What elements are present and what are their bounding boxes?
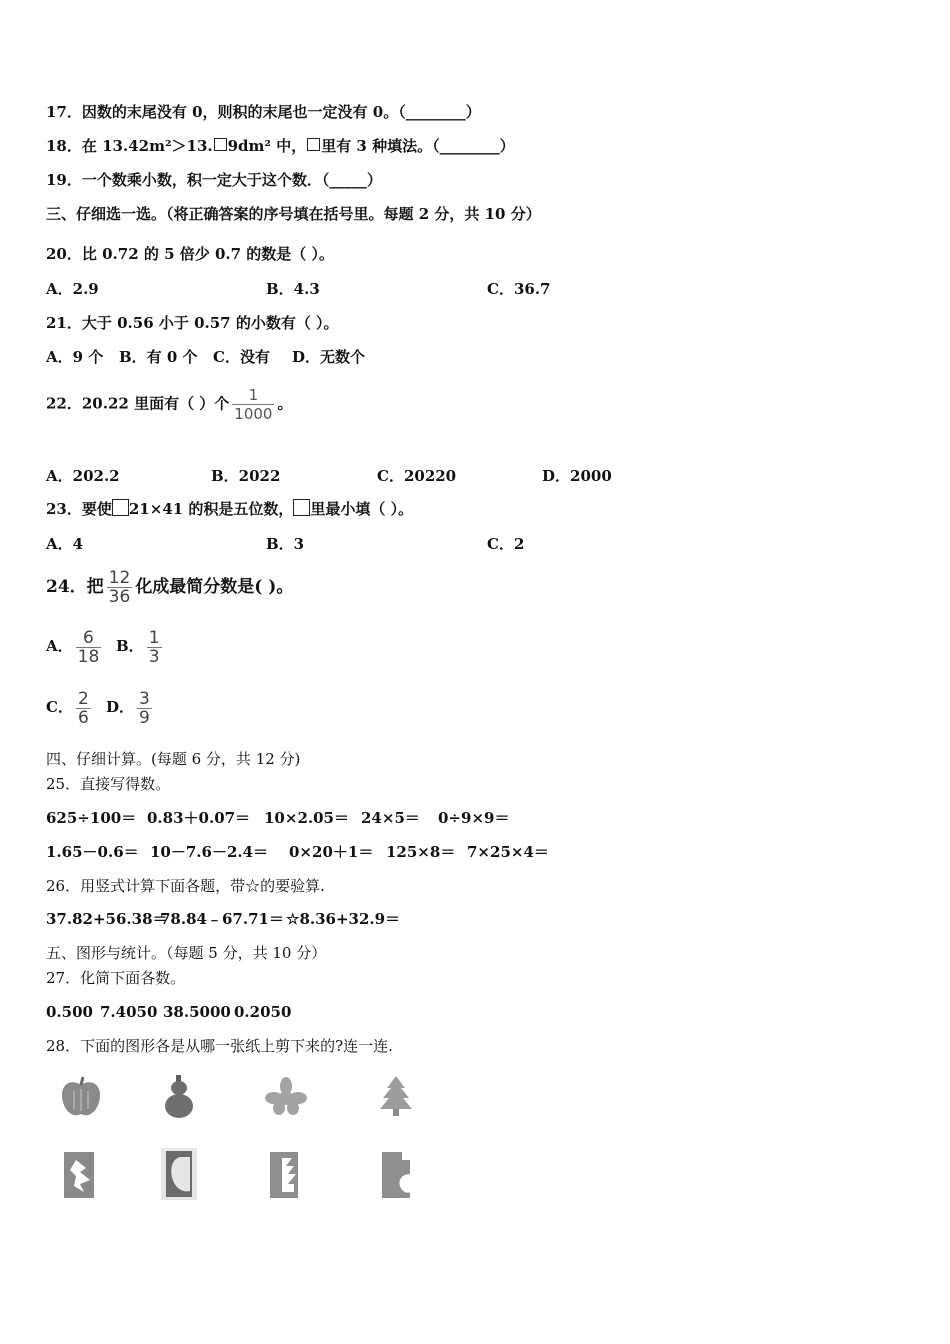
blank-box — [214, 138, 227, 151]
fraction: $\frac{1}{3}$ — [148, 627, 160, 667]
question-24: 24．把 $\frac{12}{36}$ 化成最简分数是( )。 — [46, 568, 294, 607]
q23-option-b: B．3 — [266, 535, 305, 553]
q22-option-d: D．2000 — [542, 467, 612, 485]
question-19: 19．一个数乘小数，积一定大于这个数．（_____） — [46, 171, 382, 189]
q24-option-b: B． $\frac{1}{3}$ — [116, 627, 160, 667]
paper-piece-4-figure — [380, 1150, 412, 1200]
q22-option-b: B．2022 — [211, 467, 281, 485]
q20-option-b: B．4.3 — [266, 280, 320, 298]
section-4-heading: 四、仔细计算。(每题 6 分，共 12 分) — [46, 750, 301, 768]
calc-item: 1.65－0.6＝ — [46, 843, 139, 861]
q23-option-a: A．4 — [46, 535, 84, 553]
q21-option-a: A．9 个 — [46, 348, 104, 366]
number-item: 0.2050 — [234, 1003, 292, 1021]
q24-option-c: C． $\frac{2}{6}$ — [46, 688, 89, 728]
number-item: 38.5000 — [163, 1003, 231, 1021]
tree-shape-figure — [377, 1074, 415, 1118]
q23-option-c: C．2 — [487, 535, 525, 553]
q20-option-a: A．2.9 — [46, 280, 99, 298]
number-item: 7.4050 — [100, 1003, 158, 1021]
question-26: 26．用竖式计算下面各题，带☆的要验算. — [46, 877, 325, 895]
question-23: 23．要使 21×41 的积是五位数， 里最小填（ ）。 — [46, 500, 414, 518]
calc-item: 125×8＝ — [386, 843, 456, 861]
section-5-heading: 五、图形与统计。（每题 5 分，共 10 分） — [46, 944, 327, 962]
calc-item: 7×25×4＝ — [467, 843, 549, 861]
question-28: 28．下面的图形各是从哪一张纸上剪下来的?连一连. — [46, 1037, 393, 1055]
fraction: $\frac{2}{6}$ — [77, 688, 89, 728]
calc-item: 24×5＝ — [361, 809, 420, 827]
gourd-shape-figure — [162, 1073, 196, 1119]
calc-item: 37.82+56.38＝ — [46, 910, 168, 928]
calc-item: 10×2.05＝ — [264, 809, 349, 827]
q21-option-b: B．有 0 个 — [119, 348, 198, 366]
question-20: 20．比 0.72 的 5 倍少 0.7 的数是（ ）。 — [46, 245, 334, 263]
calc-item: 10－7.6－2.4＝ — [150, 843, 269, 861]
calc-item: 78.84﹣67.71＝ — [160, 910, 284, 928]
q22-option-c: C．20220 — [377, 467, 457, 485]
apple-shape-figure — [58, 1075, 104, 1119]
blank-box — [307, 138, 320, 151]
question-18: 18．在 13.42m²＞13. 9dm² 中， 里有 3 种填法。（________） — [46, 137, 515, 155]
blank-box — [112, 499, 129, 516]
q24-option-a: A． $\frac{6}{18}$ — [46, 627, 100, 667]
flower-shape-figure — [264, 1076, 308, 1116]
fraction: $\frac{1}{1000}$ — [234, 386, 273, 423]
q24-option-d: D． $\frac{3}{9}$ — [106, 688, 150, 728]
paper-piece-3-figure — [268, 1150, 300, 1200]
paper-piece-1-figure — [62, 1150, 96, 1200]
paper-piece-2-figure — [160, 1147, 198, 1201]
number-item: 0.500 — [46, 1003, 93, 1021]
question-22: 22．20.22 里面有（ ）个 $\frac{1}{1000}$ 。 — [46, 386, 293, 423]
calc-item: 0×20＋1＝ — [289, 843, 374, 861]
calc-item: 625÷100＝ — [46, 809, 137, 827]
q21-option-d: D．无数个 — [292, 348, 366, 366]
calc-item: ☆8.36+32.9＝ — [286, 910, 401, 928]
question-25: 25．直接写得数。 — [46, 775, 171, 793]
calc-item: 0.83＋0.07＝ — [147, 809, 251, 827]
q22-option-a: A．202.2 — [46, 467, 120, 485]
q20-option-c: C．36.7 — [487, 280, 551, 298]
fraction: $\frac{12}{36}$ — [108, 568, 131, 607]
fraction: $\frac{3}{9}$ — [139, 688, 150, 728]
question-27: 27．化简下面各数。 — [46, 969, 186, 987]
fraction: $\frac{6}{18}$ — [77, 627, 100, 667]
blank-box — [293, 499, 310, 516]
question-21: 21．大于 0.56 小于 0.57 的小数有（ ）。 — [46, 314, 339, 332]
calc-item: 0÷9×9＝ — [438, 809, 510, 827]
q21-option-c: C．没有 — [213, 348, 270, 366]
section-3-heading: 三、仔细选一选。（将正确答案的序号填在括号里。每题 2 分，共 10 分） — [46, 205, 541, 223]
question-17: 17．因数的末尾没有 0，则积的末尾也一定没有 0。（________） — [46, 103, 481, 121]
